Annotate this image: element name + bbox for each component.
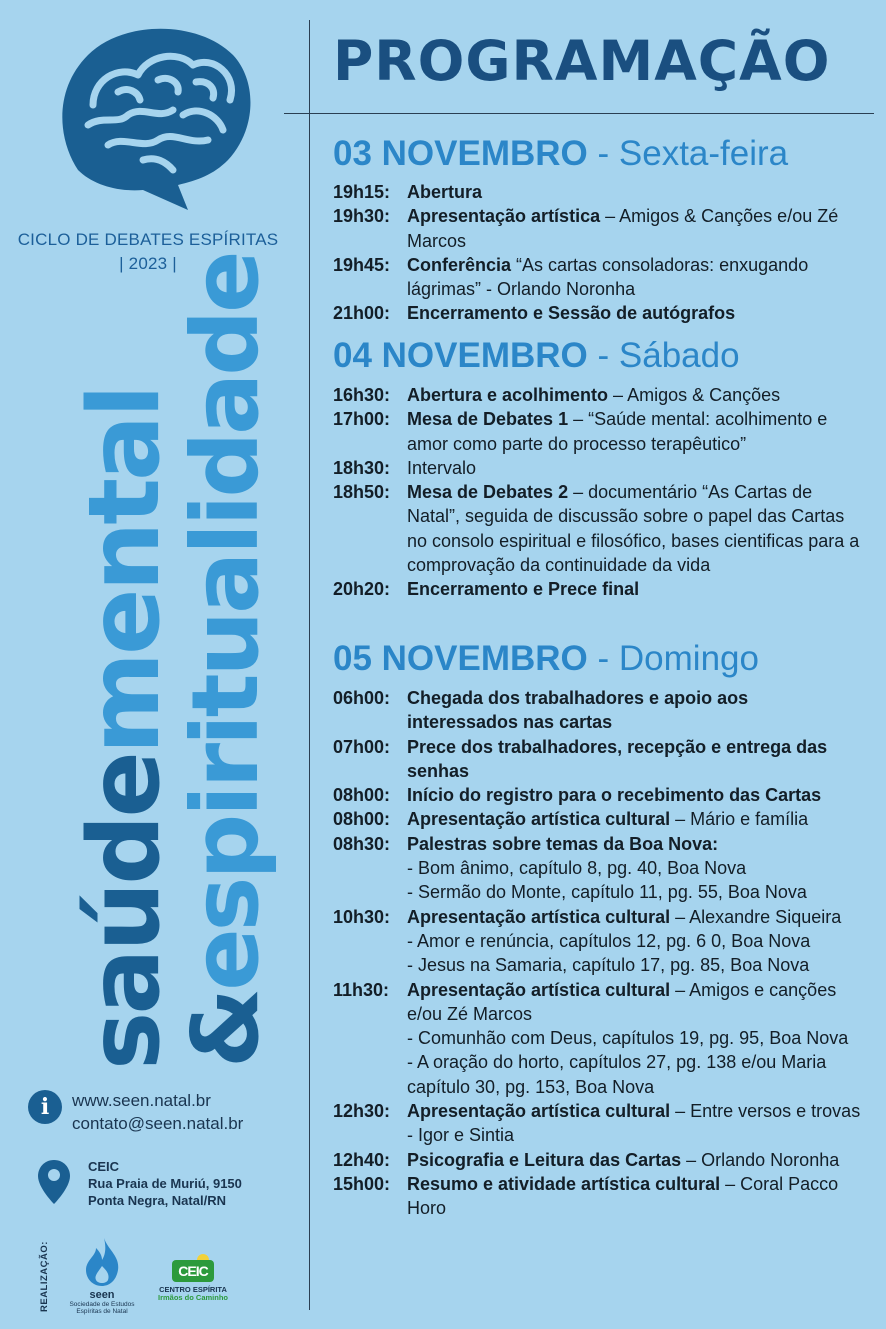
event-title: Mesa de Debates 2	[407, 482, 569, 503]
event-description	[407, 880, 863, 904]
flame-icon	[82, 1236, 122, 1288]
event-time	[333, 1026, 407, 1050]
event-list	[333, 180, 863, 326]
day-date: 03 NOVEMBRO	[333, 134, 588, 173]
seen-name: seen	[89, 1289, 115, 1301]
event-row	[333, 880, 863, 904]
seen-logo	[66, 1236, 138, 1315]
event-detail: – Entre versos e trovas - Igor e Sintia	[407, 1101, 861, 1146]
event-row	[333, 856, 863, 880]
title-word: saúde	[68, 754, 182, 1070]
event-time	[333, 1050, 407, 1099]
title-word: mental	[68, 387, 182, 755]
cycle-year: | 2023 |	[119, 254, 177, 273]
event-description	[407, 978, 863, 1027]
event-list	[333, 383, 863, 602]
page-title: PROGRAMAÇÃO	[333, 29, 831, 93]
event-row	[333, 905, 863, 929]
event-time: 16h30:	[333, 385, 391, 405]
event-row	[333, 807, 863, 831]
event-row	[333, 204, 863, 253]
event-row	[333, 407, 863, 456]
event-title: Prece dos trabalhadores, recepção e entrega das senhas	[407, 736, 828, 781]
place-city: Ponta Negra, Natal/RN	[88, 1193, 226, 1208]
event-description	[407, 1172, 863, 1221]
brain-head-icon	[48, 20, 258, 210]
event-time: 19h30:	[333, 206, 391, 227]
day-weekday: - Sexta-feira	[597, 134, 789, 173]
event-detail: Intervalo	[407, 457, 477, 478]
event-row	[333, 1026, 863, 1050]
event-row	[333, 686, 863, 735]
event-row	[333, 783, 863, 807]
horizontal-divider	[284, 113, 874, 114]
event-description	[407, 1148, 863, 1172]
place-name: CEIC	[88, 1159, 120, 1174]
event-time: 19h15:	[333, 182, 391, 202]
event-time: 19h45:	[333, 254, 391, 275]
event-time: 08h30:	[333, 833, 391, 854]
event-title: Apresentação artística cultural	[407, 1101, 671, 1122]
event-time	[333, 929, 407, 953]
event-title: Abertura	[407, 182, 483, 202]
event-time: 18h30:	[333, 457, 391, 478]
event-description	[407, 456, 863, 480]
email-link[interactable]: contato@seen.natal.br	[72, 1114, 244, 1133]
vertical-title-2	[172, 253, 279, 1068]
seen-sub: Sociedade de Estudos	[69, 1301, 135, 1308]
title-word: espiritualidade	[172, 253, 279, 991]
event-description	[407, 929, 863, 953]
event-row	[333, 180, 863, 204]
event-row	[333, 1148, 863, 1172]
day-date: 05 NOVEMBRO	[333, 639, 588, 678]
event-title: Encerramento e Sessão de autógrafos	[407, 303, 736, 324]
event-row	[333, 383, 863, 407]
event-description	[407, 832, 863, 856]
event-title: Apresentação artística	[407, 206, 601, 227]
event-detail: - Jesus na Samaria, capítulo 17, pg. 85, Boa Nova	[407, 955, 810, 976]
event-detail: – Orlando Noronha	[681, 1149, 840, 1170]
day-date: 04 NOVEMBRO	[333, 336, 588, 375]
event-row	[333, 1172, 863, 1221]
event-detail: – documentário “As Cartas de Natal”, seguida de discussão sobre o papel das Cartas no consolo espiritual e filosófico, bases cientificas para a comprovação da continuidade da vida	[407, 482, 860, 576]
event-time: 08h00:	[333, 809, 391, 830]
event-title: Encerramento e Prece final	[407, 579, 640, 600]
event-title: Palestras sobre temas da Boa Nova:	[407, 833, 719, 854]
day-heading	[333, 133, 788, 175]
website-link[interactable]: www.seen.natal.br	[72, 1091, 211, 1110]
event-description	[407, 204, 863, 253]
event-description	[407, 253, 863, 302]
event-description	[407, 577, 863, 601]
event-description	[407, 1050, 863, 1099]
seen-sub: Espíritas de Natal	[76, 1308, 128, 1315]
event-row	[333, 1050, 863, 1099]
vertical-divider	[309, 20, 310, 1310]
realizacao-label: REALIZAÇÃO:	[39, 1241, 50, 1312]
event-title: Chegada dos trabalhadores e apoio aos interessados nas cartas	[407, 688, 749, 733]
ceic-badge: CEIC	[172, 1260, 213, 1282]
event-time: 08h00:	[333, 785, 391, 806]
title-word: &	[172, 990, 279, 1068]
event-description	[407, 480, 863, 577]
event-title: Apresentação artística cultural	[407, 809, 671, 830]
event-title: Abertura e acolhimento	[407, 385, 609, 405]
event-description	[407, 180, 863, 204]
event-time: 21h00:	[333, 303, 391, 324]
ceic-sub: CENTRO ESPÍRITA	[159, 1285, 227, 1294]
event-detail: - Sermão do Monte, capítulo 11, pg. 55, Boa Nova	[407, 882, 807, 903]
event-row	[333, 929, 863, 953]
event-detail: - A oração do horto, capítulos 27, pg. 138 e/ou Maria capítulo 30, pg. 153, Boa Nova	[407, 1052, 827, 1097]
event-row	[333, 456, 863, 480]
event-detail: – Amigos e canções e/ou Zé Marcos	[407, 979, 837, 1024]
event-description	[407, 383, 863, 407]
event-title: Mesa de Debates 1	[407, 409, 569, 430]
event-detail: - Bom ânimo, capítulo 8, pg. 40, Boa Nova	[407, 858, 747, 879]
event-title: Psicografia e Leitura das Cartas	[407, 1149, 682, 1170]
day-weekday: - Domingo	[597, 639, 759, 678]
event-detail: - Comunhão com Deus, capítulos 19, pg. 95, Boa Nova	[407, 1028, 849, 1049]
event-description	[407, 735, 863, 784]
event-detail: – Coral Pacco Horo	[407, 1173, 839, 1219]
event-detail: - Amor e renúncia, capítulos 12, pg. 6 0, Boa Nova	[407, 930, 811, 951]
event-detail: – Amigos & Canções	[608, 385, 781, 405]
event-description	[407, 407, 863, 456]
event-title: Início do registro para o recebimento das Cartas	[407, 785, 822, 806]
left-panel	[0, 0, 300, 1329]
event-description	[407, 807, 863, 831]
event-time: 06h00:	[333, 688, 391, 708]
event-row	[333, 832, 863, 856]
event-time: 15h00:	[333, 1173, 391, 1194]
event-time: 11h30:	[333, 979, 390, 1000]
cycle-line: CICLO DE DEBATES ESPÍRITAS	[17, 230, 279, 249]
event-title: Apresentação artística cultural	[407, 906, 671, 927]
event-description	[407, 1026, 863, 1050]
day-heading	[333, 638, 759, 680]
event-time: 20h20:	[333, 579, 391, 600]
ceic-sub: Irmãos do Caminho	[157, 1293, 228, 1302]
event-detail: – Mário e família	[670, 809, 809, 830]
event-row	[333, 953, 863, 977]
event-description	[407, 686, 863, 735]
event-row	[333, 253, 863, 302]
ceic-logo	[148, 1250, 238, 1302]
place-street: Rua Praia de Muriú, 9150	[88, 1176, 242, 1191]
event-title: Resumo e atividade artística cultural	[407, 1173, 721, 1194]
event-time: 18h50:	[333, 482, 391, 503]
info-icon: i	[28, 1090, 62, 1124]
event-time: 12h40:	[333, 1149, 391, 1170]
event-row	[333, 577, 863, 601]
event-list	[333, 686, 863, 1221]
event-row	[333, 301, 863, 325]
event-row	[333, 1099, 863, 1148]
day-weekday: - Sábado	[597, 336, 740, 375]
event-description	[407, 783, 863, 807]
event-description	[407, 953, 863, 977]
event-time	[333, 953, 407, 977]
event-time: 12h30:	[333, 1101, 391, 1122]
event-description	[407, 905, 863, 929]
event-time	[333, 880, 407, 904]
event-row	[333, 978, 863, 1027]
event-row	[333, 735, 863, 784]
location-pin-icon	[36, 1158, 72, 1206]
event-time: 10h30:	[333, 906, 391, 927]
event-title: Apresentação artística cultural	[407, 979, 671, 1000]
event-detail: “As cartas consoladoras: enxugando lágrimas” - Orlando Noronha	[407, 254, 809, 300]
event-time	[333, 856, 407, 880]
event-description	[407, 1099, 863, 1148]
event-time: 17h00:	[333, 409, 391, 430]
event-row	[333, 480, 863, 577]
event-description	[407, 301, 863, 325]
event-description	[407, 856, 863, 880]
event-detail: – Amigos & Canções e/ou Zé Marcos	[407, 206, 839, 251]
vertical-title-1	[68, 387, 182, 1070]
event-time: 07h00:	[333, 736, 391, 757]
event-title: Conferência	[407, 254, 512, 275]
event-detail: – Alexandre Siqueira	[670, 906, 842, 927]
day-heading	[333, 335, 740, 377]
event-detail: – “Saúde mental: acolhimento e amor como parte do processo terapêutico”	[407, 409, 828, 454]
